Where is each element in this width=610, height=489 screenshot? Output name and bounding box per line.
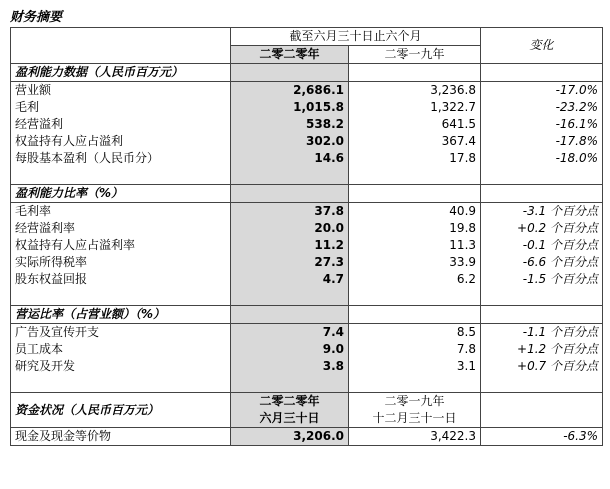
section-header-profitability-data bbox=[11, 64, 603, 82]
change-value: -23.2% bbox=[481, 99, 603, 116]
row-label: 经营溢利率 bbox=[15, 221, 76, 235]
spacer-row bbox=[11, 288, 603, 306]
row-label: 员工成本 bbox=[15, 342, 64, 356]
change-value: -1.5 个百分点 bbox=[481, 271, 603, 288]
prior-value: 6.2 bbox=[349, 271, 481, 288]
current-value: 2,686.1 bbox=[231, 82, 349, 100]
change-value: -16.1% bbox=[481, 116, 603, 133]
table-row bbox=[11, 203, 603, 221]
header-row-period bbox=[11, 28, 603, 46]
row-label: 实际所得税率 bbox=[15, 255, 88, 269]
table-row bbox=[11, 220, 603, 237]
spacer-row bbox=[11, 167, 603, 185]
change-value: -17.0% bbox=[481, 82, 603, 100]
change-value: -6.3% bbox=[481, 428, 603, 446]
funds-current-year: 二零二零年 bbox=[259, 394, 320, 408]
table-row bbox=[11, 99, 603, 116]
current-value: 20.0 bbox=[231, 220, 349, 237]
prior-value: 11.3 bbox=[349, 237, 481, 254]
current-year-header: 二零二零年 bbox=[231, 46, 349, 64]
table-row bbox=[11, 271, 603, 288]
financial-summary-table bbox=[10, 27, 603, 446]
current-value: 37.8 bbox=[231, 203, 349, 221]
section-header-funds bbox=[11, 393, 603, 428]
prior-value: 33.9 bbox=[349, 254, 481, 271]
table-row bbox=[11, 133, 603, 150]
row-label: 现金及现金等价物 bbox=[11, 428, 231, 446]
section-title: 资金状况（人民币百万元） bbox=[11, 393, 231, 428]
current-value: 14.6 bbox=[231, 150, 349, 167]
prior-value: 7.8 bbox=[349, 341, 481, 358]
current-value: 4.7 bbox=[231, 271, 349, 288]
row-label: 权益持有人应占溢利率 bbox=[15, 238, 136, 252]
row-label: 股东权益回报 bbox=[15, 272, 88, 286]
section-title: 营运比率（占营业额）（%） bbox=[11, 306, 231, 324]
change-value: -1.1 个百分点 bbox=[481, 324, 603, 342]
prior-value: 3,422.3 bbox=[349, 428, 481, 446]
change-value: -17.8% bbox=[481, 133, 603, 150]
change-value: +0.2 个百分点 bbox=[481, 220, 603, 237]
row-label: 权益持有人应占溢利 bbox=[15, 134, 124, 148]
change-value: +1.2 个百分点 bbox=[481, 341, 603, 358]
section-header-profitability-ratios bbox=[11, 185, 603, 203]
prior-value: 3.1 bbox=[349, 358, 481, 375]
prior-value: 3,236.8 bbox=[349, 82, 481, 100]
table-row bbox=[11, 150, 603, 167]
current-value: 1,015.8 bbox=[231, 99, 349, 116]
current-value: 11.2 bbox=[231, 237, 349, 254]
current-value: 9.0 bbox=[231, 341, 349, 358]
prior-value: 641.5 bbox=[349, 116, 481, 133]
table-row bbox=[11, 82, 603, 100]
prior-value: 19.8 bbox=[349, 220, 481, 237]
period-header: 截至六月三十日止六个月 bbox=[231, 28, 481, 46]
funds-prior-header bbox=[349, 393, 481, 428]
funds-current-date: 六月三十日 bbox=[259, 411, 320, 425]
prior-year-header: 二零一九年 bbox=[349, 46, 481, 64]
spacer-row bbox=[11, 375, 603, 393]
prior-value: 8.5 bbox=[349, 324, 481, 342]
change-value: -0.1 个百分点 bbox=[481, 237, 603, 254]
current-value: 302.0 bbox=[231, 133, 349, 150]
section-header-operating-ratios bbox=[11, 306, 603, 324]
prior-value: 1,322.7 bbox=[349, 99, 481, 116]
row-label: 营业额 bbox=[11, 82, 231, 100]
prior-value: 40.9 bbox=[349, 203, 481, 221]
prior-value: 17.8 bbox=[349, 150, 481, 167]
funds-current-header bbox=[231, 393, 349, 428]
row-label: 每股基本盈利（人民币分） bbox=[15, 151, 160, 165]
change-value: +0.7 个百分点 bbox=[481, 358, 603, 375]
change-value: -18.0% bbox=[481, 150, 603, 167]
funds-prior-date: 十二月三十一日 bbox=[372, 411, 457, 425]
table-row bbox=[11, 254, 603, 271]
table-row bbox=[11, 324, 603, 342]
current-value: 27.3 bbox=[231, 254, 349, 271]
change-value: -3.1 个百分点 bbox=[481, 203, 603, 221]
row-label: 研究及开发 bbox=[15, 359, 76, 373]
row-label: 广告及宣传开支 bbox=[11, 324, 231, 342]
current-value: 3.8 bbox=[231, 358, 349, 375]
table-row bbox=[11, 341, 603, 358]
change-header: 变化 bbox=[481, 28, 603, 64]
funds-prior-year: 二零一九年 bbox=[384, 394, 445, 408]
section-title: 盈利能力比率（%） bbox=[11, 185, 231, 203]
table-row bbox=[11, 116, 603, 133]
current-value: 3,206.0 bbox=[231, 428, 349, 446]
change-value: -6.6 个百分点 bbox=[481, 254, 603, 271]
section-title: 盈利能力数据（人民币百万元） bbox=[11, 64, 231, 82]
current-value: 7.4 bbox=[231, 324, 349, 342]
table-row bbox=[11, 237, 603, 254]
table-row bbox=[11, 358, 603, 375]
row-label: 经营溢利 bbox=[15, 117, 64, 131]
current-value: 538.2 bbox=[231, 116, 349, 133]
table-row bbox=[11, 428, 603, 446]
row-label: 毛利 bbox=[15, 100, 40, 114]
prior-value: 367.4 bbox=[349, 133, 481, 150]
page-title: 财务摘要 bbox=[10, 10, 63, 25]
row-label: 毛利率 bbox=[11, 203, 231, 221]
